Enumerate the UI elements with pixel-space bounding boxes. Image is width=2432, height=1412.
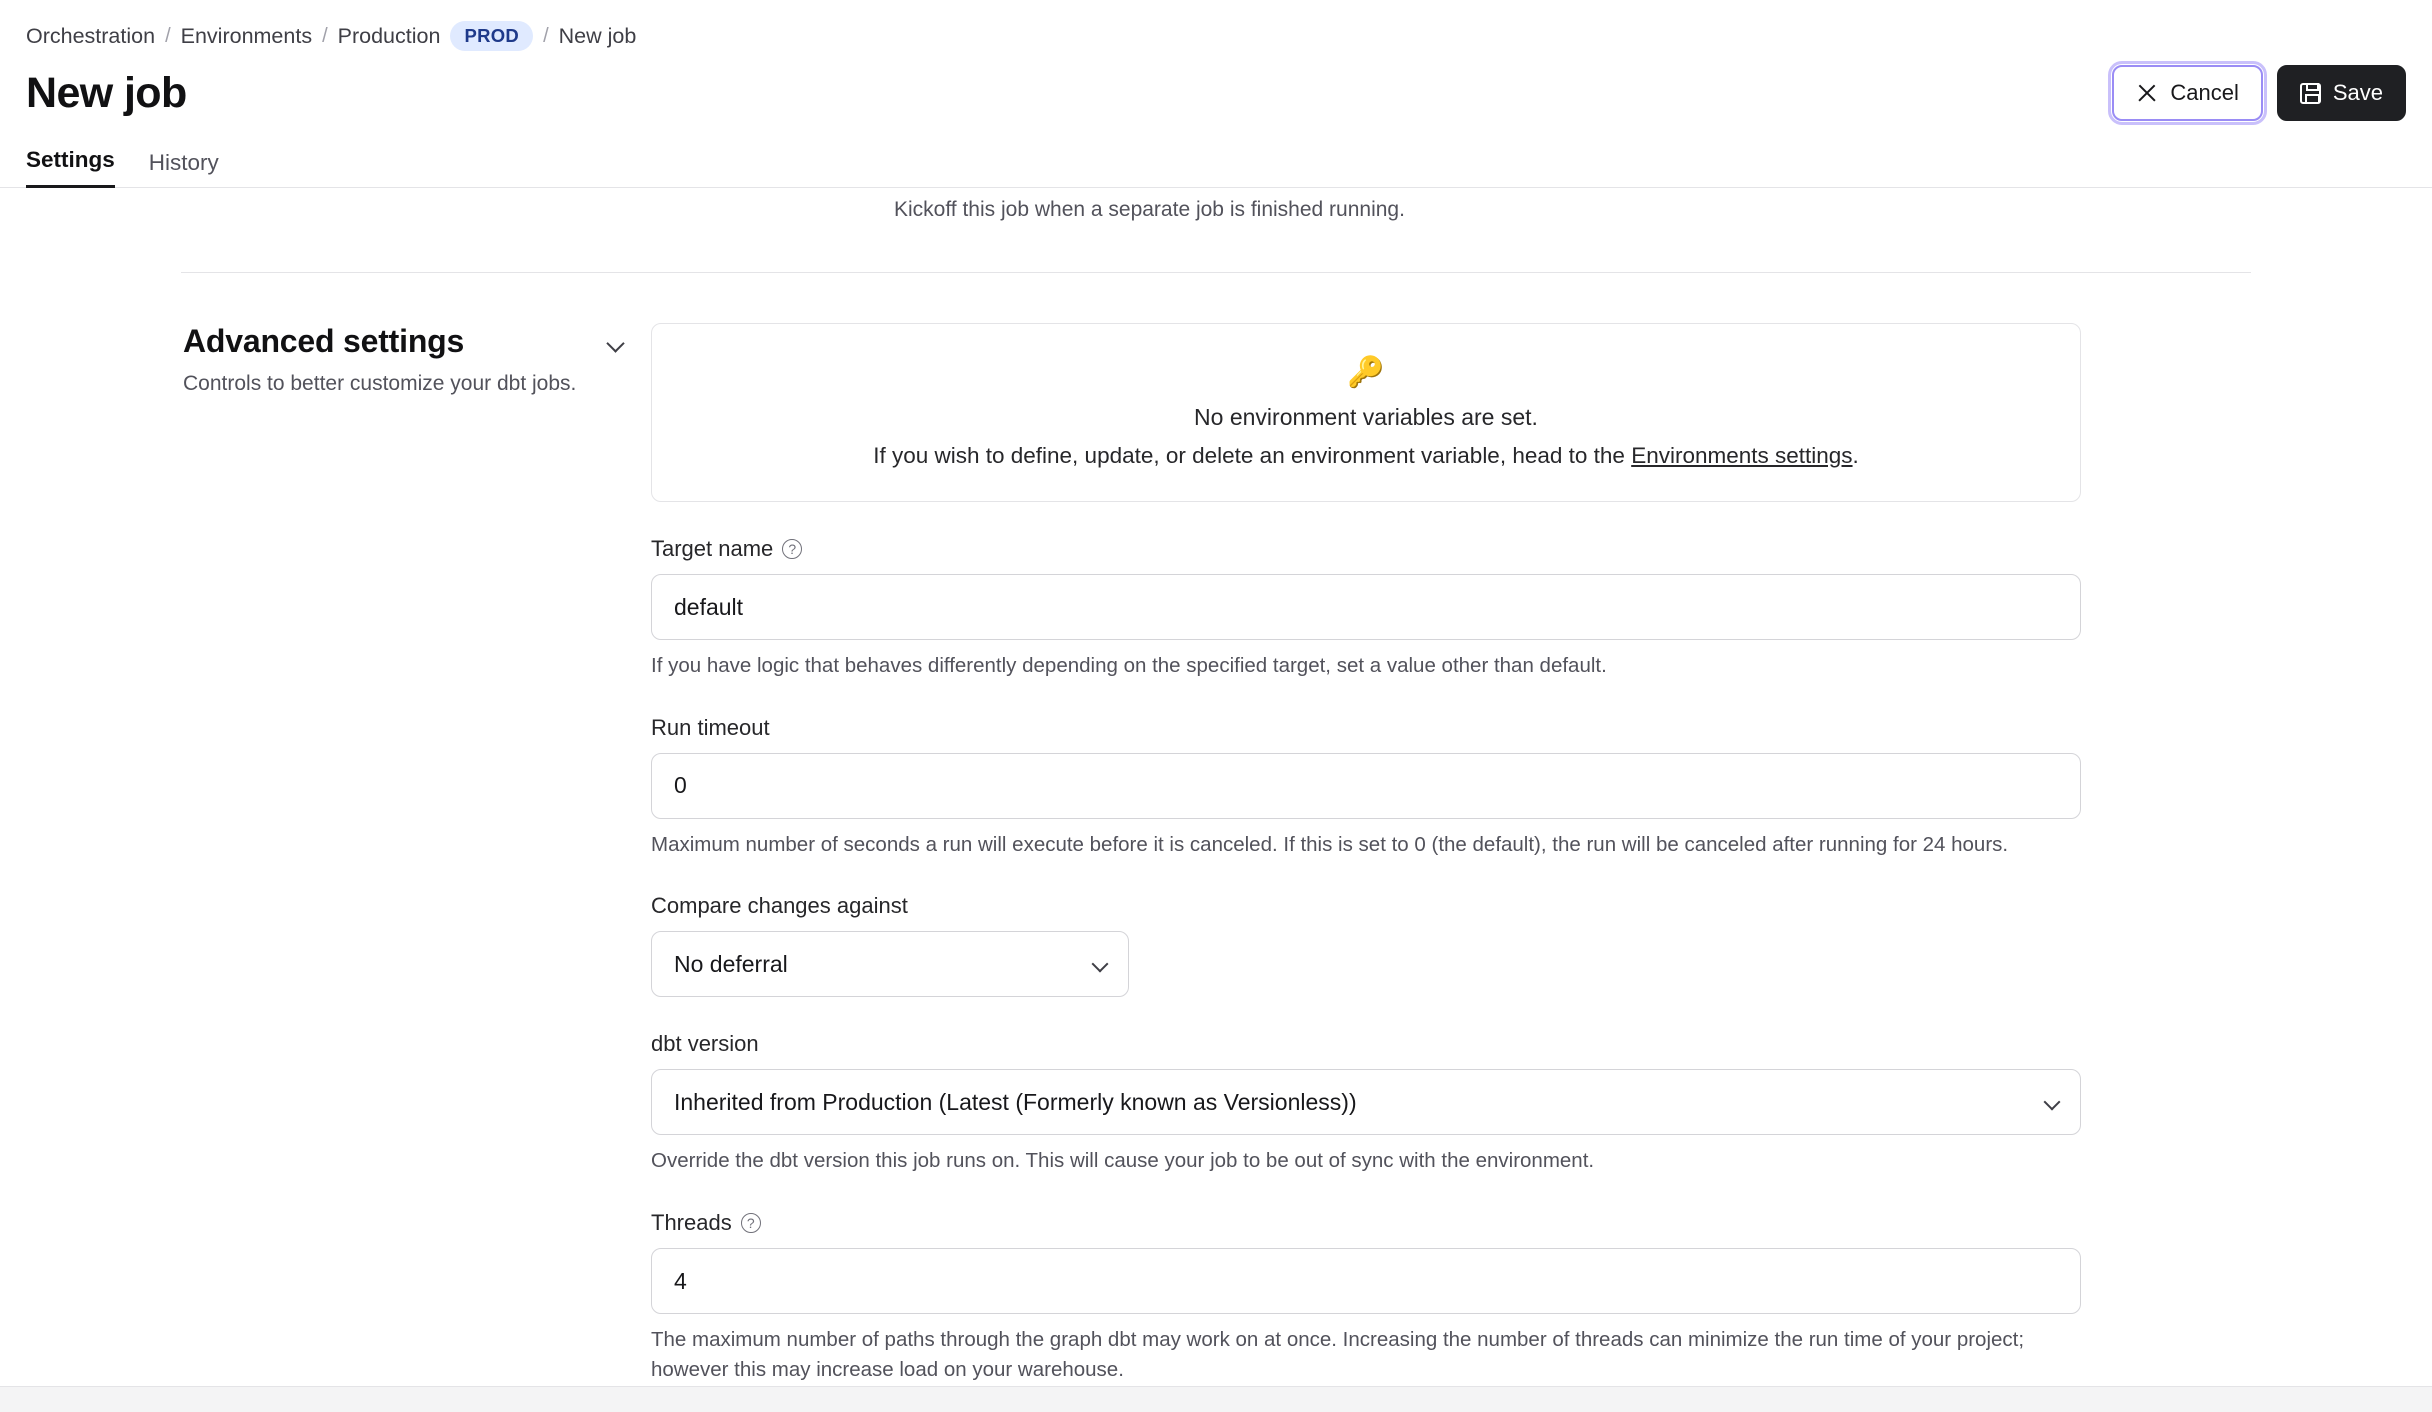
environment-type-badge: PROD — [450, 21, 533, 51]
env-callout-suffix: . — [1852, 443, 1859, 468]
target-name-hint: If you have logic that behaves differently depending on the specified target, set a value other than default. — [651, 654, 1607, 677]
dbt-version-hint: Override the dbt version this job runs on. This will cause your job to be out of sync with the environment. — [651, 1149, 1595, 1173]
run-timeout-input[interactable]: 0 — [651, 753, 2081, 819]
save-button[interactable] — [2277, 65, 2406, 121]
dbt-version-select[interactable] — [651, 1069, 2081, 1135]
breadcrumb-item-orchestration[interactable]: Orchestration — [26, 23, 156, 48]
advanced-settings-subtitle: Controls to better customize your dbt jobs. — [183, 372, 577, 395]
environment-variables-callout — [651, 323, 2081, 502]
compare-changes-field — [651, 893, 2081, 997]
threads-hint: The maximum number of paths through the graph dbt may work on at once. Increasing the number of threads can minimize the run time of your project; however this may increase load on your warehouse. — [651, 1328, 2025, 1381]
compare-changes-select[interactable] — [651, 931, 1129, 997]
bottom-strip — [0, 1386, 2432, 1412]
dbt-version-field — [651, 1031, 2081, 1176]
run-timeout-label-row — [651, 715, 2081, 741]
trigger-section-hint: Kickoff this job when a separate job is finished running. — [894, 198, 1405, 221]
dbt-version-label-row — [651, 1031, 2081, 1057]
save-icon — [2300, 83, 2321, 104]
threads-input[interactable]: 4 — [651, 1248, 2081, 1314]
page-title: New job — [26, 68, 187, 117]
threads-field — [651, 1210, 2081, 1384]
run-timeout-label: Run timeout — [651, 714, 770, 740]
target-name-input[interactable]: default — [651, 574, 2081, 640]
compare-changes-label: Compare changes against — [651, 893, 908, 919]
tab-settings[interactable]: Settings — [26, 147, 115, 188]
breadcrumb-separator: / — [322, 24, 328, 47]
environments-settings-link[interactable]: Environments settings — [1631, 443, 1853, 468]
env-callout-description — [672, 443, 2060, 469]
target-name-label: Target name — [651, 536, 774, 561]
breadcrumb-separator: / — [543, 24, 549, 47]
run-timeout-hint: Maximum number of seconds a run will execute before it is canceled. If this is set to 0 (the default), the run will be canceled after running for 24 hours. — [651, 832, 2009, 856]
tab-bar — [0, 130, 2432, 188]
breadcrumb-separator: / — [165, 24, 171, 47]
chevron-down-icon[interactable] — [609, 337, 629, 357]
threads-label: Threads — [651, 1210, 732, 1236]
close-icon — [2136, 82, 2158, 104]
breadcrumb — [0, 0, 2432, 48]
env-callout-title: No environment variables are set. — [1194, 404, 1538, 430]
help-icon[interactable]: ? — [741, 1213, 761, 1233]
threads-label-row — [651, 1210, 2081, 1236]
advanced-settings-header — [26, 323, 651, 1385]
tab-history[interactable]: History — [148, 150, 219, 175]
advanced-settings-fields — [651, 323, 2081, 1385]
breadcrumb-item-environments[interactable]: Environments — [180, 23, 313, 48]
page-header — [0, 48, 2432, 130]
cancel-button-label: Cancel — [2170, 80, 2239, 105]
target-name-field — [651, 536, 2081, 681]
target-name-label-row — [651, 536, 2081, 562]
breadcrumb-item-current: New job — [558, 23, 637, 48]
dbt-version-label: dbt version — [651, 1031, 759, 1057]
compare-changes-label-row — [651, 893, 2081, 919]
chevron-down-icon — [1092, 956, 1109, 973]
help-icon[interactable]: ? — [782, 539, 802, 559]
run-timeout-field — [651, 715, 2081, 860]
save-button-label: Save — [2332, 80, 2383, 105]
chevron-down-icon — [2044, 1094, 2061, 1111]
breadcrumb-item-production[interactable]: Production — [337, 23, 441, 48]
advanced-settings-section — [26, 273, 2406, 1385]
advanced-settings-title: Advanced settings — [183, 323, 465, 359]
settings-scroll-area[interactable] — [0, 188, 2432, 1412]
cancel-button[interactable] — [2112, 65, 2262, 121]
compare-changes-selected-value: No deferral — [674, 950, 788, 977]
dbt-version-selected-value: Inherited from Production (Latest (Formerly known as Versionless)) — [674, 1088, 1357, 1115]
key-icon: 🔑 — [1347, 356, 1385, 389]
env-callout-prefix: If you wish to define, update, or delete an environment variable, head to the — [873, 443, 1632, 468]
header-actions — [2112, 65, 2406, 121]
